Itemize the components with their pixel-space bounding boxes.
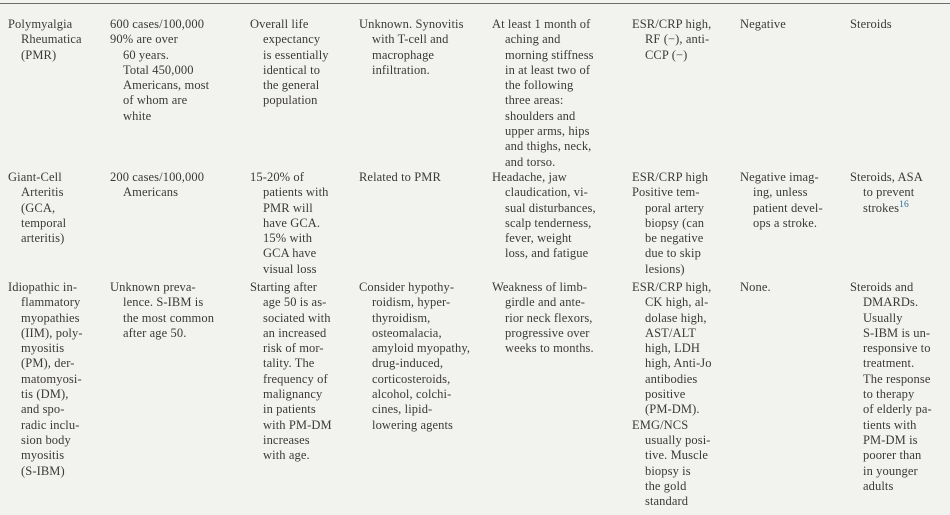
text-line: of whom are	[123, 93, 188, 108]
text-line: 200 cases/100,000	[110, 169, 205, 184]
text-line: to therapy	[863, 387, 915, 402]
table-cell-treatment	[850, 170, 950, 216]
text-line: expectancy	[263, 32, 321, 47]
table-cell-imaging	[740, 280, 850, 295]
text-line: 90% are over	[110, 32, 178, 47]
text-line: ESR/CRP high,	[632, 17, 712, 31]
text-line: standard	[645, 494, 689, 509]
text-line: scalp tenderness,	[505, 215, 592, 230]
text-line: claudication, vi-	[505, 185, 588, 200]
text-line: 600 cases/100,000	[110, 17, 205, 31]
text-line: roidism, hyper-	[372, 295, 451, 310]
text-line: None.	[740, 279, 771, 294]
text-line: (PMR)	[21, 47, 57, 62]
text-line: poorer than	[863, 448, 922, 463]
text-line: usually posi-	[645, 432, 711, 447]
text-line: Starting after	[250, 279, 318, 294]
text-line: Steroids, ASA	[850, 169, 923, 184]
table-cell-prognosis	[250, 17, 359, 109]
text-line: ing, unless	[753, 185, 808, 200]
text-line: is essentially	[263, 47, 329, 62]
text-line: adults	[863, 478, 894, 493]
table-cell-labs	[632, 17, 740, 63]
text-line: Giant-Cell	[8, 169, 62, 184]
text-line: loss, and fatigue	[505, 246, 589, 261]
text-line: Steroids	[850, 17, 892, 31]
text-line: risk of mor-	[263, 341, 324, 356]
text-line: the most common	[123, 310, 215, 325]
text-line: tality. The	[263, 356, 315, 371]
text-line: the following	[505, 78, 574, 93]
text-line: and spo-	[21, 402, 65, 417]
text-line: S-IBM is un-	[863, 325, 931, 340]
table-cell-disease	[8, 170, 110, 246]
table-top-rule	[0, 3, 950, 4]
text-line: age 50 is as-	[263, 295, 327, 310]
text-line: 15% with	[263, 231, 313, 246]
text-line: high, LDH	[645, 341, 701, 356]
text-line: (GCA,	[21, 200, 56, 215]
table-cell-disease	[8, 17, 110, 63]
text-line: biopsy is	[645, 463, 691, 478]
text-line: three areas:	[505, 93, 564, 108]
table-row	[8, 17, 950, 170]
text-line: poral artery	[645, 200, 705, 215]
text-line: GCA have	[263, 246, 317, 261]
text-line: Idiopathic in-	[8, 279, 78, 294]
text-line: Negative	[740, 17, 786, 31]
table-cell-epidemiology	[110, 17, 250, 124]
text-line: malignancy	[263, 387, 323, 402]
text-line: Weakness of limb-	[492, 279, 588, 294]
text-line: myositis	[21, 341, 65, 356]
text-line: and thighs, neck,	[505, 139, 592, 154]
text-line: an increased	[263, 325, 327, 340]
table-row	[8, 170, 950, 280]
text-line: rior neck flexors,	[505, 310, 593, 325]
text-line: AST/ALT	[645, 325, 696, 340]
text-line: Arteritis	[21, 185, 64, 200]
text-line: of elderly pa-	[863, 402, 932, 417]
text-line: patient devel-	[753, 200, 823, 215]
table-cell-imaging	[740, 17, 850, 32]
text-line: CK high, al-	[645, 295, 709, 310]
text-line: and torso.	[505, 154, 556, 169]
table-cell-prognosis	[250, 280, 359, 464]
text-line: matomyosi-	[21, 371, 82, 386]
text-line: in younger	[863, 463, 918, 478]
table-cell-epidemiology	[110, 170, 250, 201]
text-line: PMR will	[263, 200, 313, 215]
table-cell-symptoms	[492, 17, 632, 170]
text-line: macrophage	[372, 47, 435, 62]
text-line: 60 years.	[123, 47, 170, 62]
text-line: Americans	[123, 185, 179, 200]
text-line: PM-DM is	[863, 432, 918, 447]
text-line: lowering agents	[372, 417, 453, 432]
text-line: sion body	[21, 432, 71, 447]
text-line: population	[263, 93, 318, 108]
text-line: ops a stroke.	[753, 215, 818, 230]
text-line: Polymyalgia	[8, 17, 73, 31]
text-line: thyroidism,	[372, 310, 431, 325]
text-line: progressive over	[505, 325, 590, 340]
text-line: with T-cell and	[372, 32, 449, 47]
text-line: to prevent	[863, 185, 915, 200]
text-line: corticosteroids,	[372, 371, 451, 386]
text-line: radic inclu-	[21, 417, 80, 432]
text-line: drug-induced,	[372, 356, 444, 371]
text-line: ESR/CRP high	[632, 169, 709, 184]
text-line: treatment.	[863, 356, 915, 371]
table-cell-treatment	[850, 17, 950, 32]
text-line: due to skip	[645, 246, 701, 261]
text-line: frequency of	[263, 371, 328, 386]
table-cell-labs	[632, 170, 740, 277]
text-line: Related to PMR	[359, 169, 441, 184]
text-line: 15-20% of	[250, 169, 305, 184]
text-line: Americans, most	[123, 78, 210, 93]
text-line: myopathies	[21, 310, 80, 325]
text-line: amyloid myopathy,	[372, 341, 471, 356]
text-line: Consider hypothy-	[359, 279, 455, 294]
text-line: in patients	[263, 402, 316, 417]
text-line: (IIM), poly-	[21, 325, 83, 340]
text-line: ESR/CRP high,	[632, 279, 712, 294]
text-line: dolase high,	[645, 310, 707, 325]
text-line: Headache, jaw	[492, 169, 567, 184]
text-line: Overall life	[250, 17, 309, 31]
text-line: strokes$^{16}$	[863, 199, 909, 215]
text-line: RF (−), anti-	[645, 32, 710, 47]
text-line: lesions)	[645, 261, 685, 276]
text-line: biopsy (can	[645, 215, 705, 230]
text-line: Positive tem-	[632, 185, 700, 200]
text-line: infiltration.	[372, 62, 430, 77]
text-line: increases	[263, 432, 310, 447]
text-line: weeks to months.	[505, 341, 594, 356]
text-line: morning stiffness	[505, 47, 594, 62]
text-line: arteritis)	[21, 231, 65, 246]
table-cell-imaging	[740, 170, 850, 231]
text-line: DMARDs.	[863, 295, 919, 310]
table-cell-symptoms	[492, 170, 632, 262]
footnote-ref-16[interactable]: 16	[899, 199, 909, 210]
table-cell-pathology	[359, 280, 492, 433]
text-line: have GCA.	[263, 215, 321, 230]
text-line: At least 1 month of	[492, 17, 591, 31]
text-line: antibodies	[645, 371, 698, 386]
text-line: (PM-DM).	[645, 402, 700, 417]
table-cell-pathology	[359, 170, 492, 185]
text-line: Unknown. Synovitis	[359, 17, 464, 31]
text-line: The response	[863, 371, 931, 386]
text-line: girdle and ante-	[505, 295, 586, 310]
text-line: Steroids and	[850, 279, 914, 294]
text-line: aching and	[505, 32, 561, 47]
text-line: sociated with	[263, 310, 331, 325]
text-line: in at least two of	[505, 62, 591, 77]
table-cell-epidemiology	[110, 280, 250, 341]
text-line: cines, lipid-	[372, 402, 433, 417]
text-line: the gold	[645, 478, 687, 493]
text-line: (PM), der-	[21, 356, 75, 371]
text-line: Negative imag-	[740, 169, 819, 184]
text-line: positive	[645, 387, 686, 402]
text-line: shoulders and	[505, 108, 576, 123]
text-line: visual loss	[263, 261, 317, 276]
text-line: patients with	[263, 185, 329, 200]
text-line: Usually	[863, 310, 903, 325]
table-cell-treatment	[850, 280, 950, 494]
text-line: after age 50.	[123, 325, 187, 340]
table-cell-labs	[632, 280, 740, 509]
text-line: osteomalacia,	[372, 325, 442, 340]
text-line: Rheumatica	[21, 32, 82, 47]
text-line: be negative	[645, 231, 704, 246]
text-line: with age.	[263, 448, 310, 463]
text-line: Unknown preva-	[110, 279, 196, 294]
table-row	[8, 280, 950, 509]
text-line: myositis	[21, 448, 65, 463]
text-line: upper arms, hips	[505, 124, 590, 139]
text-line: identical to	[263, 62, 321, 77]
text-line: responsive to	[863, 341, 931, 356]
text-line: lence. S-IBM is	[123, 295, 204, 310]
text-line: high, Anti-Jo	[645, 356, 712, 371]
text-line: tients with	[863, 417, 917, 432]
text-line: tive. Muscle	[645, 448, 708, 463]
text-line: temporal	[21, 215, 67, 230]
text-line: CCP (−)	[645, 47, 688, 62]
diseases-table	[8, 17, 950, 509]
text-line: the general	[263, 78, 320, 93]
text-line: alcohol, colchi-	[372, 387, 452, 402]
text-line: EMG/NCS	[632, 417, 689, 432]
text-line: sual disturbances,	[505, 200, 596, 215]
text-line: tis (DM),	[21, 387, 69, 402]
table-cell-disease	[8, 280, 110, 479]
table-cell-symptoms	[492, 280, 632, 356]
table-cell-pathology	[359, 17, 492, 78]
text-line: fever, weight	[505, 231, 572, 246]
text-line: flammatory	[21, 295, 81, 310]
text-line: white	[123, 108, 152, 123]
table-cell-prognosis	[250, 170, 359, 277]
text-line: with PM-DM	[263, 417, 332, 432]
text-line: (S-IBM)	[21, 463, 65, 478]
text-line: Total 450,000	[123, 62, 194, 77]
